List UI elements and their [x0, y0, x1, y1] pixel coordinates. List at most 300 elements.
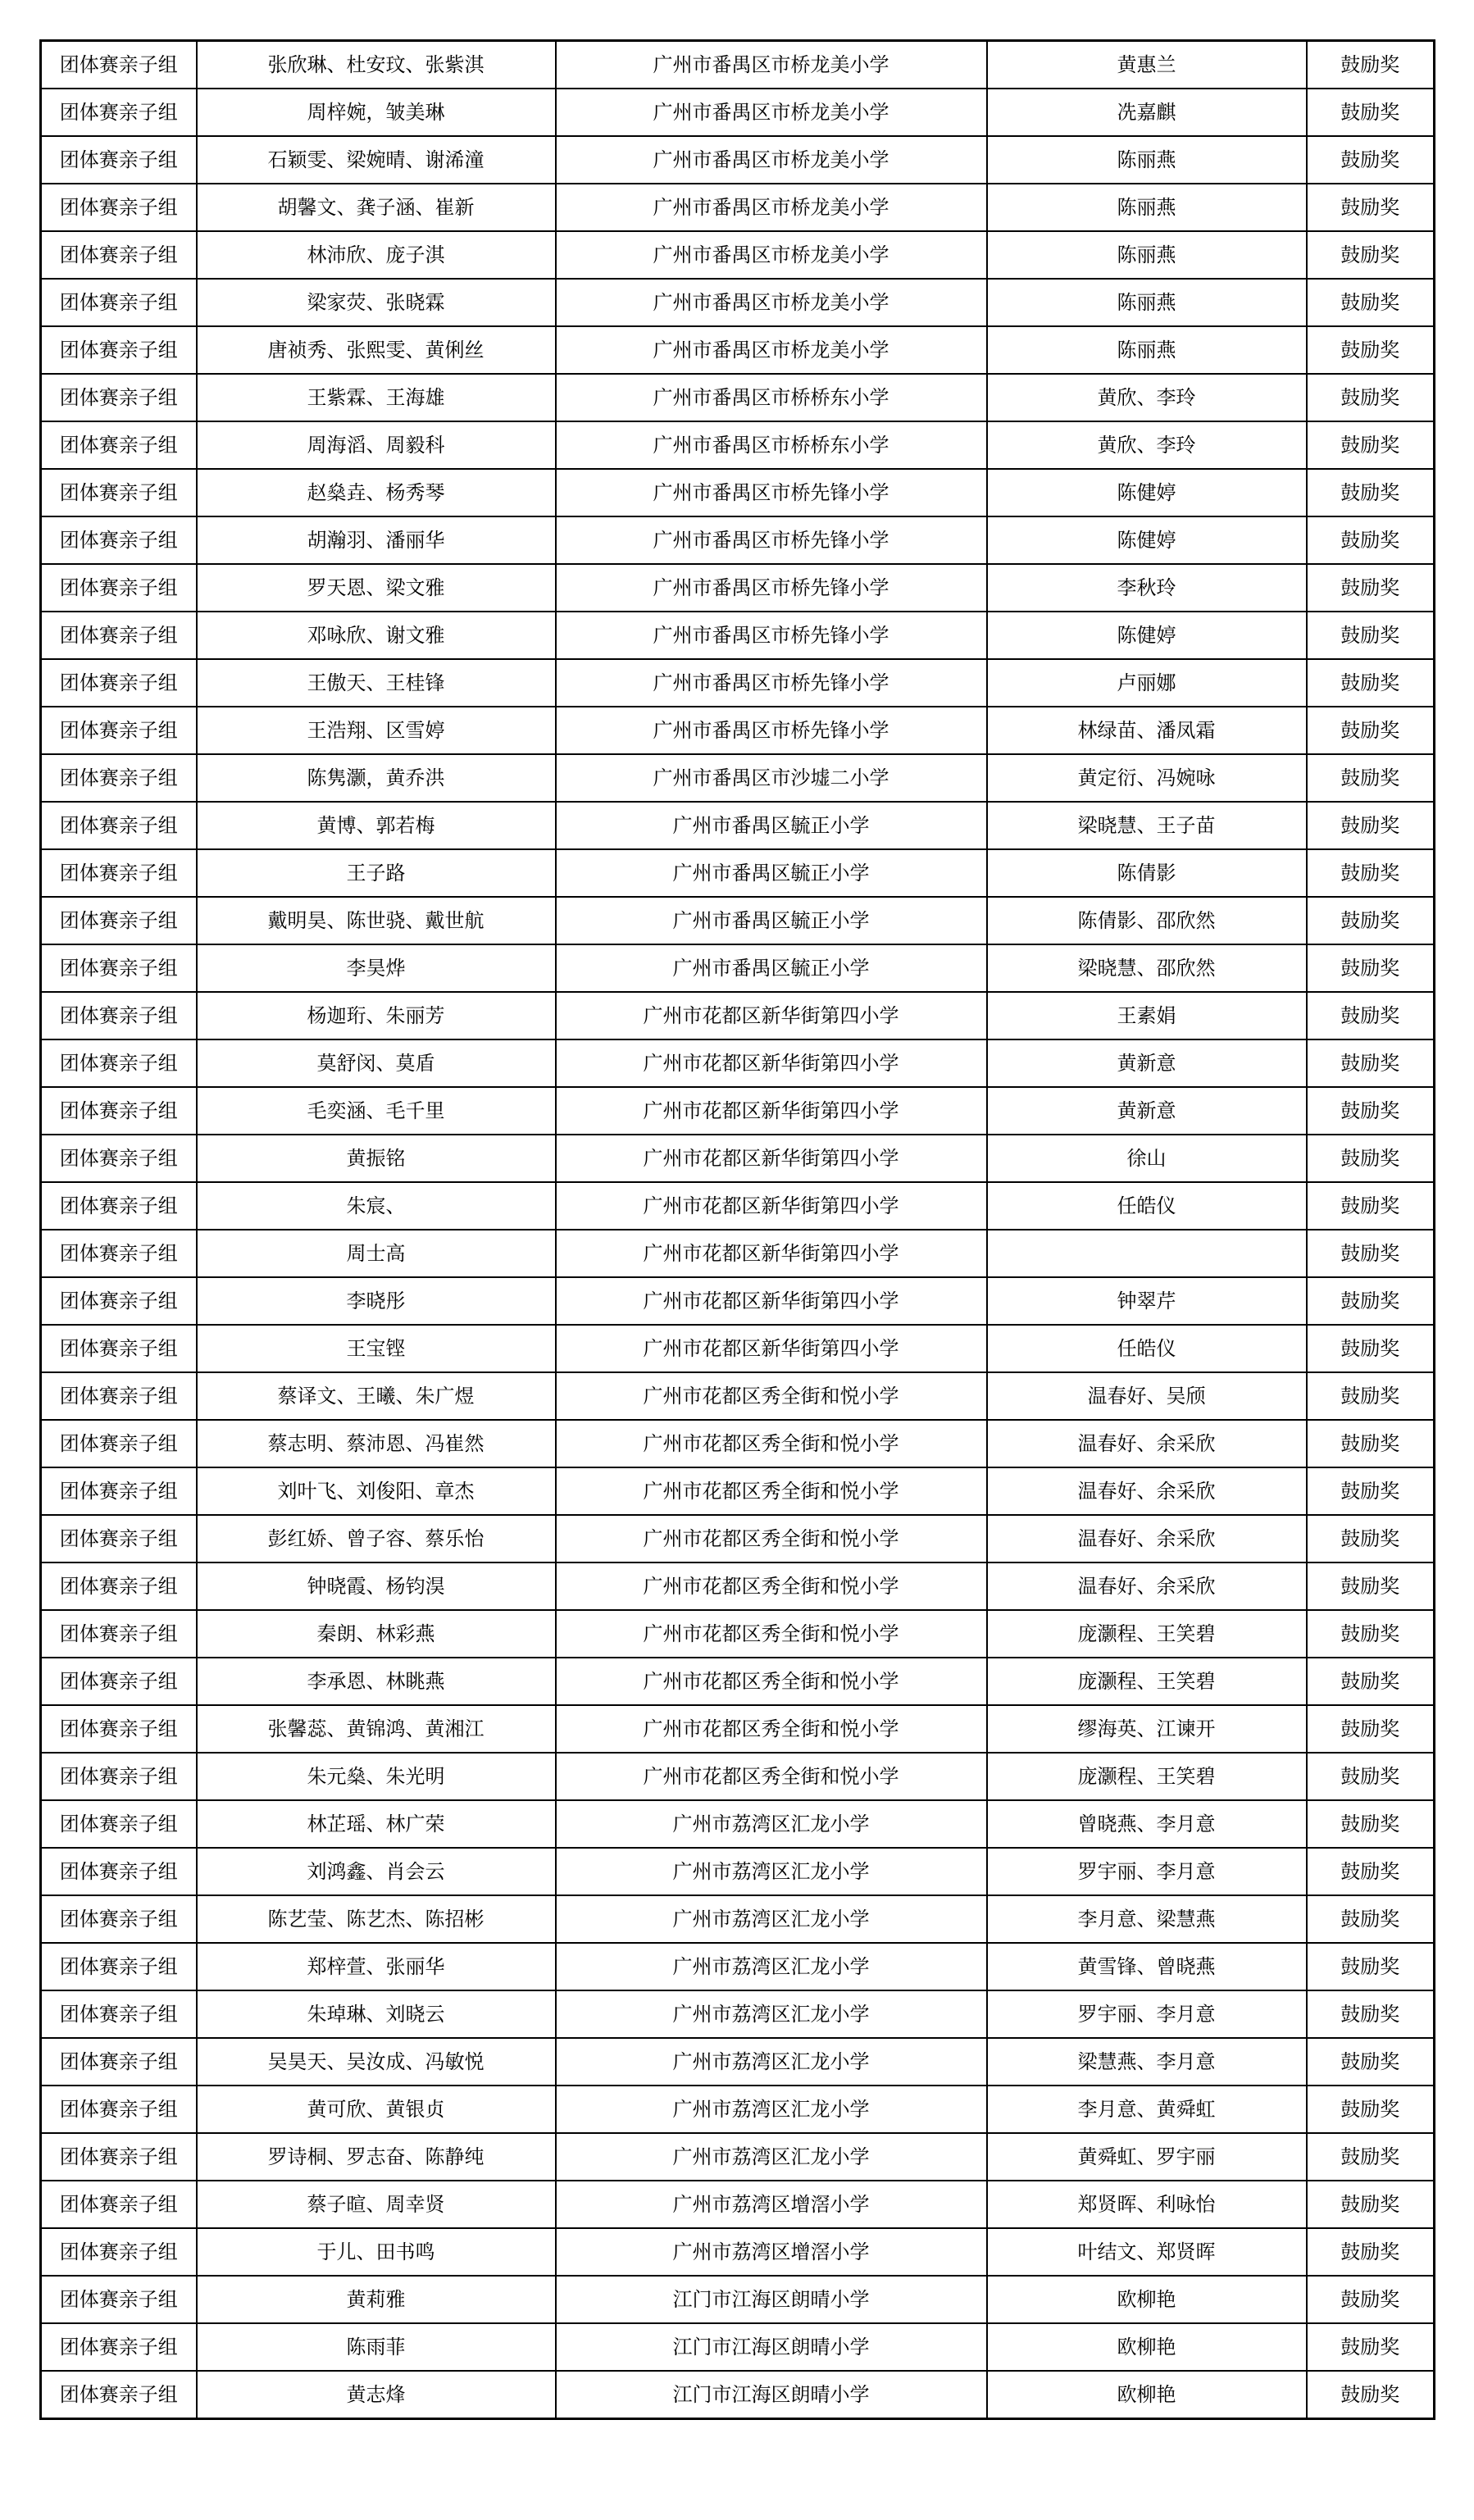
table-row [41, 1943, 1435, 1990]
table-row [41, 1420, 1435, 1467]
competition-group-cell: 团体赛亲子组 [41, 1610, 197, 1658]
table-row [41, 231, 1435, 279]
award-cell: 鼓励奖 [1307, 849, 1435, 897]
competition-group-cell: 团体赛亲子组 [41, 136, 197, 184]
competition-group-cell: 团体赛亲子组 [41, 2323, 197, 2371]
teacher-cell: 王素娟 [987, 992, 1307, 1039]
award-cell: 鼓励奖 [1307, 1705, 1435, 1753]
award-cell: 鼓励奖 [1307, 1515, 1435, 1562]
competition-group-cell: 团体赛亲子组 [41, 612, 197, 659]
award-cell: 鼓励奖 [1307, 2371, 1435, 2419]
participant-names-cell: 李昊烨 [197, 944, 556, 992]
school-cell: 广州市花都区新华街第四小学 [556, 992, 987, 1039]
award-list-sheet [39, 39, 1435, 2420]
competition-group-cell: 团体赛亲子组 [41, 564, 197, 612]
teacher-cell: 陈倩影 [987, 849, 1307, 897]
teacher-cell: 庞灏程、王笑碧 [987, 1610, 1307, 1658]
school-cell: 广州市番禺区市桥龙美小学 [556, 184, 987, 231]
competition-group-cell: 团体赛亲子组 [41, 326, 197, 374]
table-row [41, 1800, 1435, 1848]
table-row [41, 1135, 1435, 1182]
award-cell: 鼓励奖 [1307, 1943, 1435, 1990]
participant-names-cell: 吴昊天、吴汝成、冯敏悦 [197, 2038, 556, 2086]
competition-group-cell: 团体赛亲子组 [41, 1467, 197, 1515]
teacher-cell: 黄新意 [987, 1039, 1307, 1087]
award-cell: 鼓励奖 [1307, 1039, 1435, 1087]
school-cell: 广州市番禺区毓正小学 [556, 802, 987, 849]
table-row [41, 89, 1435, 136]
award-cell: 鼓励奖 [1307, 1562, 1435, 1610]
participant-names-cell: 杨迦珩、朱丽芳 [197, 992, 556, 1039]
school-cell: 广州市花都区秀全街和悦小学 [556, 1705, 987, 1753]
competition-group-cell: 团体赛亲子组 [41, 992, 197, 1039]
teacher-cell: 欧柳艳 [987, 2371, 1307, 2419]
award-cell: 鼓励奖 [1307, 1087, 1435, 1135]
table-row [41, 1325, 1435, 1372]
participant-names-cell: 唐祯秀、张熙雯、黄俐丝 [197, 326, 556, 374]
participant-names-cell: 王子路 [197, 849, 556, 897]
award-cell: 鼓励奖 [1307, 1467, 1435, 1515]
table-row [41, 2228, 1435, 2276]
table-row [41, 421, 1435, 469]
school-cell: 广州市番禺区市桥龙美小学 [556, 326, 987, 374]
table-row [41, 2038, 1435, 2086]
competition-group-cell: 团体赛亲子组 [41, 89, 197, 136]
school-cell: 广州市花都区秀全街和悦小学 [556, 1753, 987, 1800]
award-cell: 鼓励奖 [1307, 802, 1435, 849]
award-table-body [41, 41, 1435, 2419]
school-cell: 广州市荔湾区汇龙小学 [556, 2133, 987, 2181]
participant-names-cell: 胡馨文、龚子涵、崔新 [197, 184, 556, 231]
teacher-cell: 任皓仪 [987, 1325, 1307, 1372]
competition-group-cell: 团体赛亲子组 [41, 2371, 197, 2419]
table-row [41, 1182, 1435, 1230]
participant-names-cell: 黄莉雅 [197, 2276, 556, 2323]
participant-names-cell: 罗天恩、梁文雅 [197, 564, 556, 612]
award-cell: 鼓励奖 [1307, 2038, 1435, 2086]
participant-names-cell: 于儿、田书鸣 [197, 2228, 556, 2276]
participant-names-cell: 周梓婉，皱美琳 [197, 89, 556, 136]
competition-group-cell: 团体赛亲子组 [41, 1039, 197, 1087]
table-row [41, 136, 1435, 184]
table-row [41, 1087, 1435, 1135]
teacher-cell: 温春好、余采欣 [987, 1420, 1307, 1467]
teacher-cell: 陈健婷 [987, 612, 1307, 659]
school-cell: 广州市番禺区市桥先锋小学 [556, 612, 987, 659]
school-cell: 江门市江海区朗晴小学 [556, 2371, 987, 2419]
school-cell: 广州市花都区秀全街和悦小学 [556, 1372, 987, 1420]
school-cell: 广州市荔湾区汇龙小学 [556, 2086, 987, 2133]
school-cell: 广州市番禺区市桥龙美小学 [556, 231, 987, 279]
teacher-cell: 黄定衍、冯婉咏 [987, 754, 1307, 802]
teacher-cell: 庞灏程、王笑碧 [987, 1753, 1307, 1800]
teacher-cell [987, 1230, 1307, 1277]
competition-group-cell: 团体赛亲子组 [41, 1515, 197, 1562]
teacher-cell: 梁慧燕、李月意 [987, 2038, 1307, 2086]
teacher-cell: 郑贤晖、利咏怡 [987, 2181, 1307, 2228]
award-cell: 鼓励奖 [1307, 659, 1435, 707]
table-row [41, 516, 1435, 564]
participant-names-cell: 刘鸿鑫、肖会云 [197, 1848, 556, 1895]
table-row [41, 469, 1435, 516]
school-cell: 广州市花都区新华街第四小学 [556, 1325, 987, 1372]
competition-group-cell: 团体赛亲子组 [41, 849, 197, 897]
teacher-cell: 缪海英、江谏开 [987, 1705, 1307, 1753]
teacher-cell: 任皓仪 [987, 1182, 1307, 1230]
award-cell: 鼓励奖 [1307, 1135, 1435, 1182]
competition-group-cell: 团体赛亲子组 [41, 421, 197, 469]
award-cell: 鼓励奖 [1307, 564, 1435, 612]
competition-group-cell: 团体赛亲子组 [41, 1658, 197, 1705]
participant-names-cell: 王傲天、王桂锋 [197, 659, 556, 707]
participant-names-cell: 胡瀚羽、潘丽华 [197, 516, 556, 564]
table-row [41, 1515, 1435, 1562]
award-cell: 鼓励奖 [1307, 2181, 1435, 2228]
competition-group-cell: 团体赛亲子组 [41, 2086, 197, 2133]
teacher-cell: 陈丽燕 [987, 184, 1307, 231]
teacher-cell: 李月意、梁慧燕 [987, 1895, 1307, 1943]
school-cell: 广州市番禺区市桥龙美小学 [556, 89, 987, 136]
table-row [41, 326, 1435, 374]
participant-names-cell: 李晓彤 [197, 1277, 556, 1325]
participant-names-cell: 林芷瑶、林广荣 [197, 1800, 556, 1848]
participant-names-cell: 彭红娇、曾子容、蔡乐怡 [197, 1515, 556, 1562]
teacher-cell: 庞灏程、王笑碧 [987, 1658, 1307, 1705]
competition-group-cell: 团体赛亲子组 [41, 944, 197, 992]
school-cell: 广州市番禺区市桥桥东小学 [556, 374, 987, 421]
teacher-cell: 黄舜虹、罗宇丽 [987, 2133, 1307, 2181]
teacher-cell: 叶结文、郑贤晖 [987, 2228, 1307, 2276]
award-cell: 鼓励奖 [1307, 1800, 1435, 1848]
school-cell: 广州市荔湾区增滘小学 [556, 2228, 987, 2276]
competition-group-cell: 团体赛亲子组 [41, 2276, 197, 2323]
school-cell: 广州市番禺区市沙墟二小学 [556, 754, 987, 802]
competition-group-cell: 团体赛亲子组 [41, 707, 197, 754]
award-cell: 鼓励奖 [1307, 1895, 1435, 1943]
teacher-cell: 罗宇丽、李月意 [987, 1848, 1307, 1895]
teacher-cell: 钟翠芹 [987, 1277, 1307, 1325]
table-row [41, 1372, 1435, 1420]
school-cell: 广州市番禺区毓正小学 [556, 897, 987, 944]
award-cell: 鼓励奖 [1307, 2276, 1435, 2323]
participant-names-cell: 李承恩、林眺燕 [197, 1658, 556, 1705]
award-cell: 鼓励奖 [1307, 612, 1435, 659]
award-cell: 鼓励奖 [1307, 1753, 1435, 1800]
teacher-cell: 温春好、余采欣 [987, 1515, 1307, 1562]
school-cell: 广州市荔湾区汇龙小学 [556, 1895, 987, 1943]
teacher-cell: 罗宇丽、李月意 [987, 1990, 1307, 2038]
competition-group-cell: 团体赛亲子组 [41, 1087, 197, 1135]
teacher-cell: 欧柳艳 [987, 2276, 1307, 2323]
teacher-cell: 温春好、余采欣 [987, 1562, 1307, 1610]
competition-group-cell: 团体赛亲子组 [41, 1182, 197, 1230]
participant-names-cell: 蔡志明、蔡沛恩、冯崔然 [197, 1420, 556, 1467]
school-cell: 广州市番禺区市桥桥东小学 [556, 421, 987, 469]
award-cell: 鼓励奖 [1307, 1182, 1435, 1230]
participant-names-cell: 张欣琳、杜安玟、张紫淇 [197, 41, 556, 89]
table-row [41, 659, 1435, 707]
competition-group-cell: 团体赛亲子组 [41, 1753, 197, 1800]
table-row [41, 1039, 1435, 1087]
table-row [41, 374, 1435, 421]
teacher-cell: 黄欣、李玲 [987, 374, 1307, 421]
award-cell: 鼓励奖 [1307, 2323, 1435, 2371]
teacher-cell: 温春好、吴颀 [987, 1372, 1307, 1420]
teacher-cell: 陈丽燕 [987, 231, 1307, 279]
school-cell: 广州市花都区秀全街和悦小学 [556, 1515, 987, 1562]
table-row [41, 1848, 1435, 1895]
teacher-cell: 黄欣、李玲 [987, 421, 1307, 469]
award-cell: 鼓励奖 [1307, 184, 1435, 231]
award-cell: 鼓励奖 [1307, 326, 1435, 374]
competition-group-cell: 团体赛亲子组 [41, 374, 197, 421]
competition-group-cell: 团体赛亲子组 [41, 2228, 197, 2276]
participant-names-cell: 蔡译文、王曦、朱广煜 [197, 1372, 556, 1420]
competition-group-cell: 团体赛亲子组 [41, 1230, 197, 1277]
teacher-cell: 徐山 [987, 1135, 1307, 1182]
competition-group-cell: 团体赛亲子组 [41, 516, 197, 564]
competition-group-cell: 团体赛亲子组 [41, 469, 197, 516]
table-row [41, 1610, 1435, 1658]
participant-names-cell: 罗诗桐、罗志奋、陈静纯 [197, 2133, 556, 2181]
award-cell: 鼓励奖 [1307, 516, 1435, 564]
school-cell: 广州市荔湾区汇龙小学 [556, 1943, 987, 1990]
school-cell: 广州市花都区新华街第四小学 [556, 1182, 987, 1230]
table-row [41, 2086, 1435, 2133]
award-cell: 鼓励奖 [1307, 944, 1435, 992]
table-row [41, 612, 1435, 659]
participant-names-cell: 林沛欣、庞子淇 [197, 231, 556, 279]
award-cell: 鼓励奖 [1307, 754, 1435, 802]
school-cell: 广州市番禺区毓正小学 [556, 849, 987, 897]
participant-names-cell: 周士高 [197, 1230, 556, 1277]
table-row [41, 184, 1435, 231]
table-row [41, 1230, 1435, 1277]
competition-group-cell: 团体赛亲子组 [41, 1277, 197, 1325]
school-cell: 广州市荔湾区汇龙小学 [556, 1990, 987, 2038]
participant-names-cell: 黄博、郭若梅 [197, 802, 556, 849]
school-cell: 广州市花都区新华街第四小学 [556, 1230, 987, 1277]
table-row [41, 41, 1435, 89]
teacher-cell: 陈健婷 [987, 469, 1307, 516]
award-cell: 鼓励奖 [1307, 136, 1435, 184]
teacher-cell: 陈健婷 [987, 516, 1307, 564]
school-cell: 广州市花都区新华街第四小学 [556, 1039, 987, 1087]
award-cell: 鼓励奖 [1307, 279, 1435, 326]
competition-group-cell: 团体赛亲子组 [41, 1848, 197, 1895]
competition-group-cell: 团体赛亲子组 [41, 231, 197, 279]
participant-names-cell: 郑梓萱、张丽华 [197, 1943, 556, 1990]
school-cell: 广州市荔湾区增滘小学 [556, 2181, 987, 2228]
award-cell: 鼓励奖 [1307, 41, 1435, 89]
participant-names-cell: 梁家荧、张晓霖 [197, 279, 556, 326]
award-cell: 鼓励奖 [1307, 374, 1435, 421]
award-cell: 鼓励奖 [1307, 897, 1435, 944]
award-cell: 鼓励奖 [1307, 1658, 1435, 1705]
participant-names-cell: 朱元燊、朱光明 [197, 1753, 556, 1800]
table-row [41, 754, 1435, 802]
competition-group-cell: 团体赛亲子组 [41, 279, 197, 326]
competition-group-cell: 团体赛亲子组 [41, 1895, 197, 1943]
school-cell: 广州市荔湾区汇龙小学 [556, 1800, 987, 1848]
competition-group-cell: 团体赛亲子组 [41, 659, 197, 707]
competition-group-cell: 团体赛亲子组 [41, 1325, 197, 1372]
teacher-cell: 冼嘉麒 [987, 89, 1307, 136]
competition-group-cell: 团体赛亲子组 [41, 184, 197, 231]
participant-names-cell: 石颖雯、梁婉晴、谢浠潼 [197, 136, 556, 184]
school-cell: 广州市番禺区市桥先锋小学 [556, 564, 987, 612]
teacher-cell: 黄新意 [987, 1087, 1307, 1135]
award-table [39, 39, 1435, 2420]
teacher-cell: 曾晓燕、李月意 [987, 1800, 1307, 1848]
school-cell: 广州市番禺区市桥先锋小学 [556, 469, 987, 516]
award-cell: 鼓励奖 [1307, 1420, 1435, 1467]
teacher-cell: 林绿苗、潘凤霜 [987, 707, 1307, 754]
school-cell: 广州市番禺区市桥先锋小学 [556, 659, 987, 707]
teacher-cell: 黄惠兰 [987, 41, 1307, 89]
school-cell: 江门市江海区朗晴小学 [556, 2323, 987, 2371]
table-row [41, 564, 1435, 612]
table-row [41, 1895, 1435, 1943]
award-cell: 鼓励奖 [1307, 469, 1435, 516]
table-row [41, 1705, 1435, 1753]
table-row [41, 1467, 1435, 1515]
participant-names-cell: 黄可欣、黄银贞 [197, 2086, 556, 2133]
award-cell: 鼓励奖 [1307, 1277, 1435, 1325]
participant-names-cell: 陈隽灏，黄乔洪 [197, 754, 556, 802]
competition-group-cell: 团体赛亲子组 [41, 1420, 197, 1467]
school-cell: 广州市花都区新华街第四小学 [556, 1087, 987, 1135]
teacher-cell: 梁晓慧、邵欣然 [987, 944, 1307, 992]
participant-names-cell: 刘叶飞、刘俊阳、章杰 [197, 1467, 556, 1515]
participant-names-cell: 邓咏欣、谢文雅 [197, 612, 556, 659]
award-cell: 鼓励奖 [1307, 1372, 1435, 1420]
school-cell: 广州市花都区秀全街和悦小学 [556, 1420, 987, 1467]
competition-group-cell: 团体赛亲子组 [41, 1800, 197, 1848]
school-cell: 广州市番禺区市桥龙美小学 [556, 136, 987, 184]
award-cell: 鼓励奖 [1307, 1325, 1435, 1372]
school-cell: 广州市番禺区市桥先锋小学 [556, 707, 987, 754]
school-cell: 广州市花都区秀全街和悦小学 [556, 1562, 987, 1610]
teacher-cell: 梁晓慧、王子苗 [987, 802, 1307, 849]
award-cell: 鼓励奖 [1307, 89, 1435, 136]
competition-group-cell: 团体赛亲子组 [41, 1135, 197, 1182]
table-row [41, 2371, 1435, 2419]
table-row [41, 849, 1435, 897]
participant-names-cell: 钟晓霞、杨钧淏 [197, 1562, 556, 1610]
table-row [41, 279, 1435, 326]
teacher-cell: 温春好、余采欣 [987, 1467, 1307, 1515]
table-row [41, 1277, 1435, 1325]
school-cell: 广州市荔湾区汇龙小学 [556, 1848, 987, 1895]
participant-names-cell: 王浩翔、区雪婷 [197, 707, 556, 754]
award-cell: 鼓励奖 [1307, 1990, 1435, 2038]
competition-group-cell: 团体赛亲子组 [41, 1562, 197, 1610]
table-row [41, 2323, 1435, 2371]
school-cell: 广州市花都区新华街第四小学 [556, 1135, 987, 1182]
school-cell: 广州市番禺区毓正小学 [556, 944, 987, 992]
participant-names-cell: 朱琸琳、刘晓云 [197, 1990, 556, 2038]
participant-names-cell: 黄振铭 [197, 1135, 556, 1182]
award-cell: 鼓励奖 [1307, 2086, 1435, 2133]
participant-names-cell: 张馨蕊、黄锦鸿、黄湘江 [197, 1705, 556, 1753]
table-row [41, 707, 1435, 754]
teacher-cell: 李月意、黄舜虹 [987, 2086, 1307, 2133]
school-cell: 广州市番禺区市桥龙美小学 [556, 41, 987, 89]
participant-names-cell: 陈雨菲 [197, 2323, 556, 2371]
competition-group-cell: 团体赛亲子组 [41, 897, 197, 944]
competition-group-cell: 团体赛亲子组 [41, 1943, 197, 1990]
teacher-cell: 陈丽燕 [987, 136, 1307, 184]
school-cell: 广州市花都区秀全街和悦小学 [556, 1467, 987, 1515]
teacher-cell: 陈丽燕 [987, 326, 1307, 374]
competition-group-cell: 团体赛亲子组 [41, 41, 197, 89]
award-cell: 鼓励奖 [1307, 1230, 1435, 1277]
participant-names-cell: 莫舒闵、莫盾 [197, 1039, 556, 1087]
award-cell: 鼓励奖 [1307, 2228, 1435, 2276]
table-row [41, 2133, 1435, 2181]
award-cell: 鼓励奖 [1307, 2133, 1435, 2181]
competition-group-cell: 团体赛亲子组 [41, 1705, 197, 1753]
school-cell: 江门市江海区朗晴小学 [556, 2276, 987, 2323]
competition-group-cell: 团体赛亲子组 [41, 2133, 197, 2181]
participant-names-cell: 蔡子暄、周幸贤 [197, 2181, 556, 2228]
participant-names-cell: 王紫霖、王海雄 [197, 374, 556, 421]
participant-names-cell: 赵燊垚、杨秀琴 [197, 469, 556, 516]
award-cell: 鼓励奖 [1307, 1848, 1435, 1895]
school-cell: 广州市花都区秀全街和悦小学 [556, 1610, 987, 1658]
award-cell: 鼓励奖 [1307, 707, 1435, 754]
competition-group-cell: 团体赛亲子组 [41, 2038, 197, 2086]
participant-names-cell: 戴明昊、陈世骁、戴世航 [197, 897, 556, 944]
teacher-cell: 欧柳艳 [987, 2323, 1307, 2371]
school-cell: 广州市花都区秀全街和悦小学 [556, 1658, 987, 1705]
table-row [41, 944, 1435, 992]
school-cell: 广州市番禺区市桥先锋小学 [556, 516, 987, 564]
table-row [41, 1753, 1435, 1800]
teacher-cell: 李秋玲 [987, 564, 1307, 612]
school-cell: 广州市花都区新华街第四小学 [556, 1277, 987, 1325]
award-cell: 鼓励奖 [1307, 231, 1435, 279]
participant-names-cell: 秦朗、林彩燕 [197, 1610, 556, 1658]
table-row [41, 2276, 1435, 2323]
table-row [41, 992, 1435, 1039]
teacher-cell: 卢丽娜 [987, 659, 1307, 707]
award-cell: 鼓励奖 [1307, 421, 1435, 469]
table-row [41, 1658, 1435, 1705]
participant-names-cell: 黄志烽 [197, 2371, 556, 2419]
school-cell: 广州市荔湾区汇龙小学 [556, 2038, 987, 2086]
participant-names-cell: 陈艺莹、陈艺杰、陈招彬 [197, 1895, 556, 1943]
teacher-cell: 陈丽燕 [987, 279, 1307, 326]
teacher-cell: 陈倩影、邵欣然 [987, 897, 1307, 944]
award-cell: 鼓励奖 [1307, 1610, 1435, 1658]
competition-group-cell: 团体赛亲子组 [41, 754, 197, 802]
table-row [41, 1990, 1435, 2038]
table-row [41, 1562, 1435, 1610]
competition-group-cell: 团体赛亲子组 [41, 1372, 197, 1420]
competition-group-cell: 团体赛亲子组 [41, 1990, 197, 2038]
table-row [41, 802, 1435, 849]
school-cell: 广州市番禺区市桥龙美小学 [556, 279, 987, 326]
competition-group-cell: 团体赛亲子组 [41, 802, 197, 849]
participant-names-cell: 王宝铿 [197, 1325, 556, 1372]
award-cell: 鼓励奖 [1307, 992, 1435, 1039]
participant-names-cell: 周海滔、周毅科 [197, 421, 556, 469]
participant-names-cell: 朱宸、 [197, 1182, 556, 1230]
table-row [41, 2181, 1435, 2228]
participant-names-cell: 毛奕涵、毛千里 [197, 1087, 556, 1135]
